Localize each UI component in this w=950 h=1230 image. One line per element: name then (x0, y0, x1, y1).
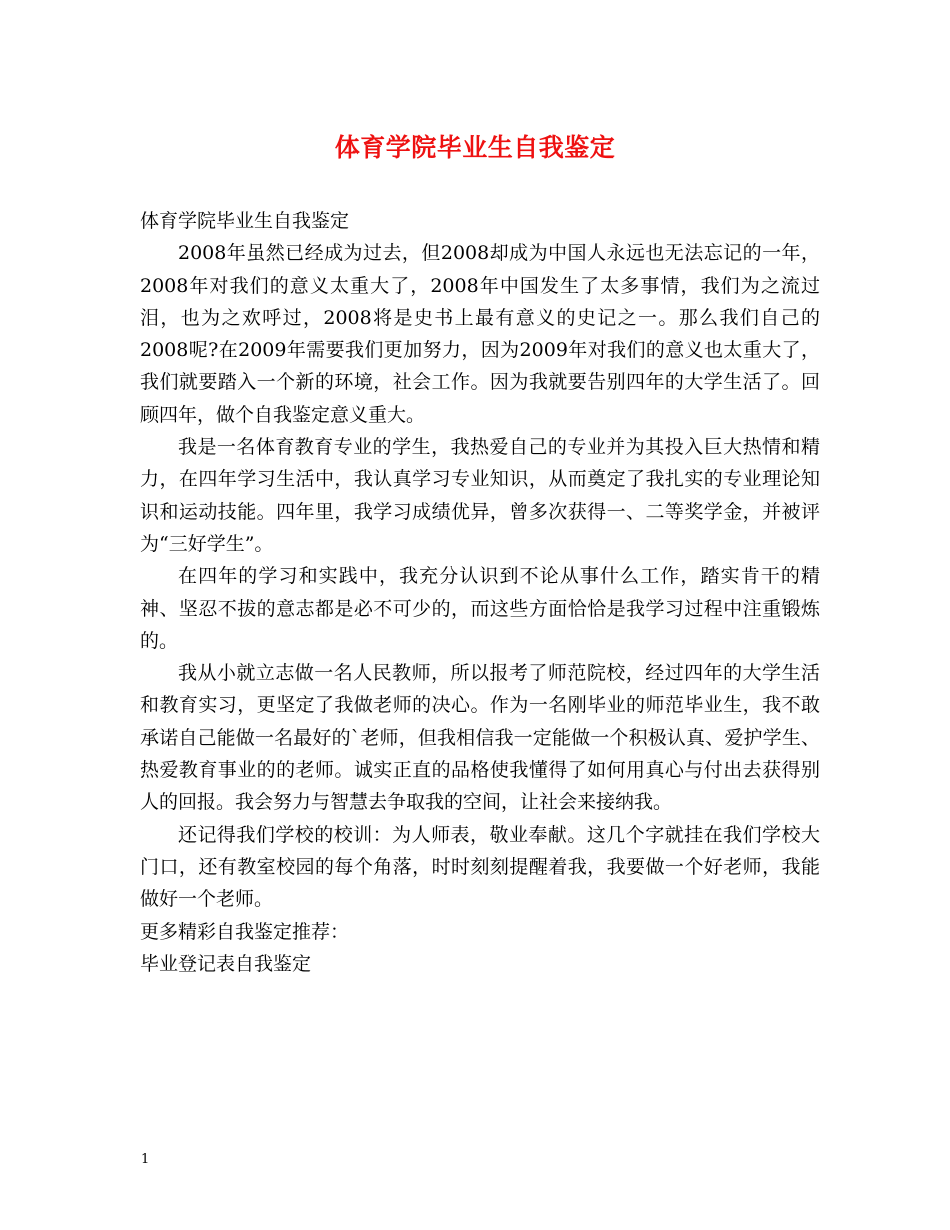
related-link[interactable]: 毕业登记表自我鉴定 (140, 952, 312, 975)
paragraph-3: 在四年的学习和实践中，我充分认识到不论从事什么工作，踏实肯干的精神、坚忍不拔的意志都是必不可少的，而这些方面恰恰是我学习过程中注重锻炼的。 (140, 565, 820, 652)
page-number: 1 (141, 1152, 150, 1167)
paragraph-5: 还记得我们学校的校训：为人师表，敬业奉献。这几个字就挂在我们学校大门口，还有教室校园的每个角落，时时刻刻提醒着我，我要做一个好老师，我能做好一个老师。 (140, 823, 820, 911)
paragraph-4: 我从小就立志做一名人民教师，所以报考了师范院校，经过四年的大学生活和教育实习，更坚定了我做老师的决心。作为一名刚毕业的师范毕业生，我不敢承诺自己能做一名最好的`老师，但我相信我一定能做一个积极认真、爱护学生、热爱教育事业的的老师。诚实正直的品格使我懂得了如何用真心与付出去获得别人的回报。我会努力与智慧去争取我的空间，让社会来接纳我。 (140, 662, 820, 814)
paragraph-2: 我是一名体育教育专业的学生，我热爱自己的专业并为其投入巨大热情和精力，在四年学习生活中，我认真学习专业知识，从而奠定了我扎实的专业理论知识和运动技能。四年里，我学习成绩优异，曾多次获得一、二等奖学金，并被评为“三好学生”。 (140, 436, 820, 555)
more-recommendations-label: 更多精彩自我鉴定推荐： (140, 920, 350, 943)
document-body (140, 205, 820, 980)
document-title: 体育学院毕业生自我鉴定 (334, 133, 616, 162)
paragraph-1: 2008年虽然已经成为过去，但2008却成为中国人永远也无法忘记的一年，2008年对我们的意义太重大了，2008年中国发生了太多事情，我们为之流过泪，也为之欢呼过，2008将是史书上最有意义的史记之一。那么我们自己的2008呢?在2009年需要我们更加努力，因为2009年对我们的意义也太重大了，我们就要踏入一个新的环境，社会工作。因为我就要告别四年的大学生活了。回顾四年，做个自我鉴定意义重大。 (140, 242, 820, 426)
document-subtitle: 体育学院毕业生自我鉴定 (140, 210, 350, 232)
